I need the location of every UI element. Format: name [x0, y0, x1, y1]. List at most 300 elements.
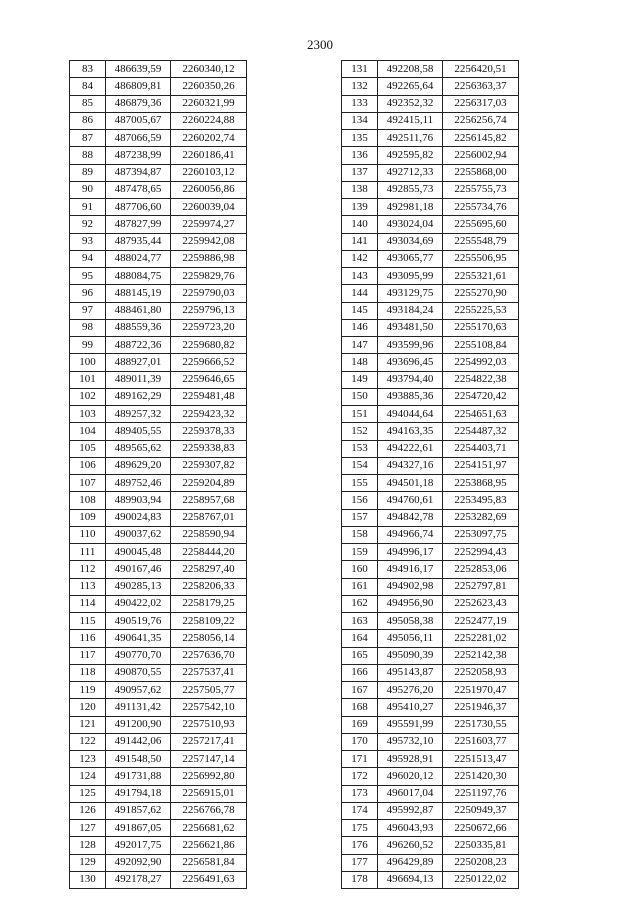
table-row [342, 233, 519, 250]
x-coordinate-cell: 487394,87 [106, 164, 171, 181]
point-number-cell: 97 [70, 302, 106, 319]
table-row [342, 95, 519, 112]
y-coordinate-cell: 2256002,94 [443, 147, 519, 164]
point-number-cell: 162 [342, 595, 378, 612]
x-coordinate-cell: 489565,62 [106, 440, 171, 457]
x-coordinate-cell: 495090,39 [378, 647, 443, 664]
point-number-cell: 165 [342, 647, 378, 664]
table-row [342, 423, 519, 440]
y-coordinate-cell: 2259796,13 [171, 302, 247, 319]
y-coordinate-cell: 2250949,37 [443, 802, 519, 819]
point-number-cell: 156 [342, 492, 378, 509]
y-coordinate-cell: 2250122,02 [443, 871, 519, 888]
table-row [70, 716, 247, 733]
point-number-cell: 173 [342, 785, 378, 802]
point-number-cell: 134 [342, 112, 378, 129]
table-row [342, 595, 519, 612]
x-coordinate-cell: 486809,81 [106, 78, 171, 95]
point-number-cell: 103 [70, 406, 106, 423]
y-coordinate-cell: 2255695,60 [443, 216, 519, 233]
table-row [70, 544, 247, 561]
y-coordinate-cell: 2255506,95 [443, 250, 519, 267]
x-coordinate-cell: 494842,78 [378, 509, 443, 526]
y-coordinate-cell: 2254992,03 [443, 354, 519, 371]
y-coordinate-cell: 2252142,38 [443, 647, 519, 664]
point-number-cell: 144 [342, 285, 378, 302]
table-row [70, 820, 247, 837]
x-coordinate-cell: 494760,61 [378, 492, 443, 509]
point-number-cell: 99 [70, 337, 106, 354]
point-number-cell: 152 [342, 423, 378, 440]
point-number-cell: 132 [342, 78, 378, 95]
x-coordinate-cell: 493885,36 [378, 388, 443, 405]
x-coordinate-cell: 491442,06 [106, 733, 171, 750]
coordinates-table-left [69, 60, 247, 889]
point-number-cell: 112 [70, 561, 106, 578]
point-number-cell: 169 [342, 716, 378, 733]
table-row [70, 664, 247, 681]
x-coordinate-cell: 489903,94 [106, 492, 171, 509]
table-row [70, 837, 247, 854]
y-coordinate-cell: 2260224,88 [171, 112, 247, 129]
point-number-cell: 119 [70, 682, 106, 699]
table-row [70, 751, 247, 768]
y-coordinate-cell: 2258109,22 [171, 613, 247, 630]
x-coordinate-cell: 487238,99 [106, 147, 171, 164]
point-number-cell: 89 [70, 164, 106, 181]
point-number-cell: 143 [342, 268, 378, 285]
x-coordinate-cell: 495410,27 [378, 699, 443, 716]
y-coordinate-cell: 2259646,65 [171, 371, 247, 388]
table-row [342, 181, 519, 198]
point-number-cell: 92 [70, 216, 106, 233]
x-coordinate-cell: 492981,18 [378, 199, 443, 216]
x-coordinate-cell: 492712,33 [378, 164, 443, 181]
x-coordinate-cell: 493481,50 [378, 319, 443, 336]
table-row [70, 595, 247, 612]
x-coordinate-cell: 490422,02 [106, 595, 171, 612]
table-row [70, 457, 247, 474]
y-coordinate-cell: 2254822,38 [443, 371, 519, 388]
y-coordinate-cell: 2256420,51 [443, 61, 519, 78]
y-coordinate-cell: 2252477,19 [443, 613, 519, 630]
point-number-cell: 136 [342, 147, 378, 164]
x-coordinate-cell: 496020,12 [378, 768, 443, 785]
table-row [342, 802, 519, 819]
y-coordinate-cell: 2256766,78 [171, 802, 247, 819]
x-coordinate-cell: 495732,10 [378, 733, 443, 750]
point-number-cell: 118 [70, 664, 106, 681]
y-coordinate-cell: 2259829,76 [171, 268, 247, 285]
table-row [70, 509, 247, 526]
x-coordinate-cell: 495056,11 [378, 630, 443, 647]
x-coordinate-cell: 494222,61 [378, 440, 443, 457]
y-coordinate-cell: 2251970,47 [443, 682, 519, 699]
table-row [70, 268, 247, 285]
table-row [342, 406, 519, 423]
x-coordinate-cell: 487935,44 [106, 233, 171, 250]
y-coordinate-cell: 2257217,41 [171, 733, 247, 750]
table-row [70, 147, 247, 164]
point-number-cell: 94 [70, 250, 106, 267]
x-coordinate-cell: 487478,65 [106, 181, 171, 198]
table-row [70, 475, 247, 492]
x-coordinate-cell: 494916,17 [378, 561, 443, 578]
x-coordinate-cell: 492595,82 [378, 147, 443, 164]
x-coordinate-cell: 492178,27 [106, 871, 171, 888]
x-coordinate-cell: 489629,20 [106, 457, 171, 474]
x-coordinate-cell: 488927,01 [106, 354, 171, 371]
table-row [70, 164, 247, 181]
table-row [70, 630, 247, 647]
point-number-cell: 102 [70, 388, 106, 405]
x-coordinate-cell: 495928,91 [378, 751, 443, 768]
point-number-cell: 168 [342, 699, 378, 716]
point-number-cell: 161 [342, 578, 378, 595]
point-number-cell: 113 [70, 578, 106, 595]
y-coordinate-cell: 2259790,03 [171, 285, 247, 302]
y-coordinate-cell: 2258767,01 [171, 509, 247, 526]
x-coordinate-cell: 491200,90 [106, 716, 171, 733]
table-row [70, 526, 247, 543]
y-coordinate-cell: 2257147,14 [171, 751, 247, 768]
table-row [342, 664, 519, 681]
x-coordinate-cell: 487005,67 [106, 112, 171, 129]
y-coordinate-cell: 2255170,63 [443, 319, 519, 336]
x-coordinate-cell: 488084,75 [106, 268, 171, 285]
table-row [70, 285, 247, 302]
point-number-cell: 98 [70, 319, 106, 336]
point-number-cell: 86 [70, 112, 106, 129]
point-number-cell: 175 [342, 820, 378, 837]
point-number-cell: 114 [70, 595, 106, 612]
point-number-cell: 172 [342, 768, 378, 785]
y-coordinate-cell: 2259423,32 [171, 406, 247, 423]
point-number-cell: 147 [342, 337, 378, 354]
y-coordinate-cell: 2255734,76 [443, 199, 519, 216]
table-row [342, 768, 519, 785]
x-coordinate-cell: 487827,99 [106, 216, 171, 233]
x-coordinate-cell: 496260,52 [378, 837, 443, 854]
x-coordinate-cell: 489752,46 [106, 475, 171, 492]
table-row [70, 95, 247, 112]
point-number-cell: 90 [70, 181, 106, 198]
point-number-cell: 170 [342, 733, 378, 750]
y-coordinate-cell: 2253097,75 [443, 526, 519, 543]
table-row [342, 647, 519, 664]
x-coordinate-cell: 493095,99 [378, 268, 443, 285]
point-number-cell: 88 [70, 147, 106, 164]
table-row [342, 440, 519, 457]
point-number-cell: 145 [342, 302, 378, 319]
point-number-cell: 109 [70, 509, 106, 526]
point-number-cell: 105 [70, 440, 106, 457]
table-row [342, 578, 519, 595]
y-coordinate-cell: 2254487,32 [443, 423, 519, 440]
table-row [70, 440, 247, 457]
x-coordinate-cell: 492855,73 [378, 181, 443, 198]
y-coordinate-cell: 2257505,77 [171, 682, 247, 699]
point-number-cell: 127 [70, 820, 106, 837]
table-row [342, 613, 519, 630]
y-coordinate-cell: 2259378,33 [171, 423, 247, 440]
x-coordinate-cell: 493184,24 [378, 302, 443, 319]
x-coordinate-cell: 489011,39 [106, 371, 171, 388]
table-row [70, 181, 247, 198]
x-coordinate-cell: 495058,38 [378, 613, 443, 630]
y-coordinate-cell: 2258297,40 [171, 561, 247, 578]
y-coordinate-cell: 2260039,04 [171, 199, 247, 216]
coordinates-table-right [341, 60, 519, 889]
y-coordinate-cell: 2258590,94 [171, 526, 247, 543]
table-row [70, 492, 247, 509]
table-row [70, 216, 247, 233]
y-coordinate-cell: 2257537,41 [171, 664, 247, 681]
y-coordinate-cell: 2259338,83 [171, 440, 247, 457]
x-coordinate-cell: 493696,45 [378, 354, 443, 371]
point-number-cell: 151 [342, 406, 378, 423]
x-coordinate-cell: 496429,89 [378, 854, 443, 871]
table-row [70, 682, 247, 699]
y-coordinate-cell: 2259723,20 [171, 319, 247, 336]
table-row [70, 354, 247, 371]
table-row [342, 250, 519, 267]
point-number-cell: 140 [342, 216, 378, 233]
table-row [70, 647, 247, 664]
point-number-cell: 108 [70, 492, 106, 509]
y-coordinate-cell: 2256681,62 [171, 820, 247, 837]
point-number-cell: 107 [70, 475, 106, 492]
y-coordinate-cell: 2259666,52 [171, 354, 247, 371]
point-number-cell: 104 [70, 423, 106, 440]
x-coordinate-cell: 494966,74 [378, 526, 443, 543]
point-number-cell: 141 [342, 233, 378, 250]
table-row [342, 475, 519, 492]
x-coordinate-cell: 490957,62 [106, 682, 171, 699]
point-number-cell: 117 [70, 647, 106, 664]
y-coordinate-cell: 2259942,08 [171, 233, 247, 250]
table-row [342, 371, 519, 388]
y-coordinate-cell: 2251603,77 [443, 733, 519, 750]
point-number-cell: 130 [70, 871, 106, 888]
x-coordinate-cell: 492511,76 [378, 130, 443, 147]
x-coordinate-cell: 494501,18 [378, 475, 443, 492]
table-row [70, 371, 247, 388]
point-number-cell: 100 [70, 354, 106, 371]
y-coordinate-cell: 2252058,93 [443, 664, 519, 681]
y-coordinate-cell: 2258056,14 [171, 630, 247, 647]
y-coordinate-cell: 2253495,83 [443, 492, 519, 509]
y-coordinate-cell: 2252994,43 [443, 544, 519, 561]
x-coordinate-cell: 496017,04 [378, 785, 443, 802]
point-number-cell: 139 [342, 199, 378, 216]
table-row [342, 716, 519, 733]
x-coordinate-cell: 495591,99 [378, 716, 443, 733]
table-row [342, 871, 519, 888]
table-row [70, 785, 247, 802]
table-row [342, 509, 519, 526]
y-coordinate-cell: 2253282,69 [443, 509, 519, 526]
x-coordinate-cell: 488722,36 [106, 337, 171, 354]
point-number-cell: 164 [342, 630, 378, 647]
y-coordinate-cell: 2259307,82 [171, 457, 247, 474]
table-row [70, 112, 247, 129]
x-coordinate-cell: 495276,20 [378, 682, 443, 699]
table-row [342, 130, 519, 147]
x-coordinate-cell: 488024,77 [106, 250, 171, 267]
point-number-cell: 125 [70, 785, 106, 802]
table-row [342, 526, 519, 543]
y-coordinate-cell: 2252797,81 [443, 578, 519, 595]
x-coordinate-cell: 493129,75 [378, 285, 443, 302]
y-coordinate-cell: 2259204,89 [171, 475, 247, 492]
y-coordinate-cell: 2260350,26 [171, 78, 247, 95]
y-coordinate-cell: 2252853,06 [443, 561, 519, 578]
table-row [342, 147, 519, 164]
table-row [70, 250, 247, 267]
x-coordinate-cell: 490770,70 [106, 647, 171, 664]
y-coordinate-cell: 2256256,74 [443, 112, 519, 129]
point-number-cell: 122 [70, 733, 106, 750]
point-number-cell: 120 [70, 699, 106, 716]
table-row [70, 130, 247, 147]
y-coordinate-cell: 2260056,86 [171, 181, 247, 198]
x-coordinate-cell: 494956,90 [378, 595, 443, 612]
point-number-cell: 87 [70, 130, 106, 147]
table-row [342, 61, 519, 78]
y-coordinate-cell: 2250335,81 [443, 837, 519, 854]
y-coordinate-cell: 2256317,03 [443, 95, 519, 112]
x-coordinate-cell: 493024,04 [378, 216, 443, 233]
x-coordinate-cell: 486879,36 [106, 95, 171, 112]
table-row [342, 820, 519, 837]
point-number-cell: 133 [342, 95, 378, 112]
x-coordinate-cell: 490285,13 [106, 578, 171, 595]
table-row [342, 699, 519, 716]
point-number-cell: 131 [342, 61, 378, 78]
x-coordinate-cell: 490641,35 [106, 630, 171, 647]
x-coordinate-cell: 496694,13 [378, 871, 443, 888]
table-row [342, 199, 519, 216]
y-coordinate-cell: 2256363,37 [443, 78, 519, 95]
x-coordinate-cell: 489257,32 [106, 406, 171, 423]
x-coordinate-cell: 490045,48 [106, 544, 171, 561]
point-number-cell: 155 [342, 475, 378, 492]
table-row [342, 388, 519, 405]
point-number-cell: 153 [342, 440, 378, 457]
table-row [342, 785, 519, 802]
table-row [342, 319, 519, 336]
x-coordinate-cell: 496043,93 [378, 820, 443, 837]
x-coordinate-cell: 493034,69 [378, 233, 443, 250]
table-row [70, 388, 247, 405]
y-coordinate-cell: 2258206,33 [171, 578, 247, 595]
point-number-cell: 110 [70, 526, 106, 543]
y-coordinate-cell: 2256581,84 [171, 854, 247, 871]
table-row [342, 112, 519, 129]
x-coordinate-cell: 487706,60 [106, 199, 171, 216]
point-number-cell: 83 [70, 61, 106, 78]
y-coordinate-cell: 2257636,70 [171, 647, 247, 664]
point-number-cell: 123 [70, 751, 106, 768]
y-coordinate-cell: 2255270,90 [443, 285, 519, 302]
y-coordinate-cell: 2258444,20 [171, 544, 247, 561]
point-number-cell: 121 [70, 716, 106, 733]
x-coordinate-cell: 493065,77 [378, 250, 443, 267]
table-row [70, 406, 247, 423]
table-row [342, 561, 519, 578]
point-number-cell: 154 [342, 457, 378, 474]
x-coordinate-cell: 493599,96 [378, 337, 443, 354]
x-coordinate-cell: 490519,76 [106, 613, 171, 630]
point-number-cell: 174 [342, 802, 378, 819]
point-number-cell: 85 [70, 95, 106, 112]
y-coordinate-cell: 2255108,84 [443, 337, 519, 354]
y-coordinate-cell: 2257510,93 [171, 716, 247, 733]
point-number-cell: 148 [342, 354, 378, 371]
table-row [342, 682, 519, 699]
y-coordinate-cell: 2260186,41 [171, 147, 247, 164]
y-coordinate-cell: 2251197,76 [443, 785, 519, 802]
x-coordinate-cell: 486639,59 [106, 61, 171, 78]
table-row [342, 751, 519, 768]
table-row [70, 699, 247, 716]
point-number-cell: 106 [70, 457, 106, 474]
x-coordinate-cell: 489405,55 [106, 423, 171, 440]
table-row [342, 733, 519, 750]
x-coordinate-cell: 492415,11 [378, 112, 443, 129]
y-coordinate-cell: 2255321,61 [443, 268, 519, 285]
x-coordinate-cell: 494996,17 [378, 544, 443, 561]
table-row [70, 423, 247, 440]
x-coordinate-cell: 491867,05 [106, 820, 171, 837]
point-number-cell: 159 [342, 544, 378, 561]
table-row [70, 233, 247, 250]
point-number-cell: 146 [342, 319, 378, 336]
y-coordinate-cell: 2252623,43 [443, 595, 519, 612]
point-number-cell: 124 [70, 768, 106, 785]
y-coordinate-cell: 2256145,82 [443, 130, 519, 147]
point-number-cell: 178 [342, 871, 378, 888]
x-coordinate-cell: 490870,55 [106, 664, 171, 681]
table-row [70, 337, 247, 354]
table-row [342, 164, 519, 181]
point-number-cell: 137 [342, 164, 378, 181]
point-number-cell: 91 [70, 199, 106, 216]
y-coordinate-cell: 2254151,97 [443, 457, 519, 474]
x-coordinate-cell: 490037,62 [106, 526, 171, 543]
table-row [70, 199, 247, 216]
x-coordinate-cell: 491731,88 [106, 768, 171, 785]
point-number-cell: 111 [70, 544, 106, 561]
table-row [70, 61, 247, 78]
y-coordinate-cell: 2250672,66 [443, 820, 519, 837]
point-number-cell: 163 [342, 613, 378, 630]
table-row [342, 492, 519, 509]
table-row [342, 457, 519, 474]
x-coordinate-cell: 495143,87 [378, 664, 443, 681]
y-coordinate-cell: 2260321,99 [171, 95, 247, 112]
y-coordinate-cell: 2255225,53 [443, 302, 519, 319]
x-coordinate-cell: 489162,29 [106, 388, 171, 405]
y-coordinate-cell: 2256915,01 [171, 785, 247, 802]
y-coordinate-cell: 2256992,80 [171, 768, 247, 785]
y-coordinate-cell: 2256491,63 [171, 871, 247, 888]
point-number-cell: 128 [70, 837, 106, 854]
table-row [342, 302, 519, 319]
point-number-cell: 166 [342, 664, 378, 681]
x-coordinate-cell: 492208,58 [378, 61, 443, 78]
